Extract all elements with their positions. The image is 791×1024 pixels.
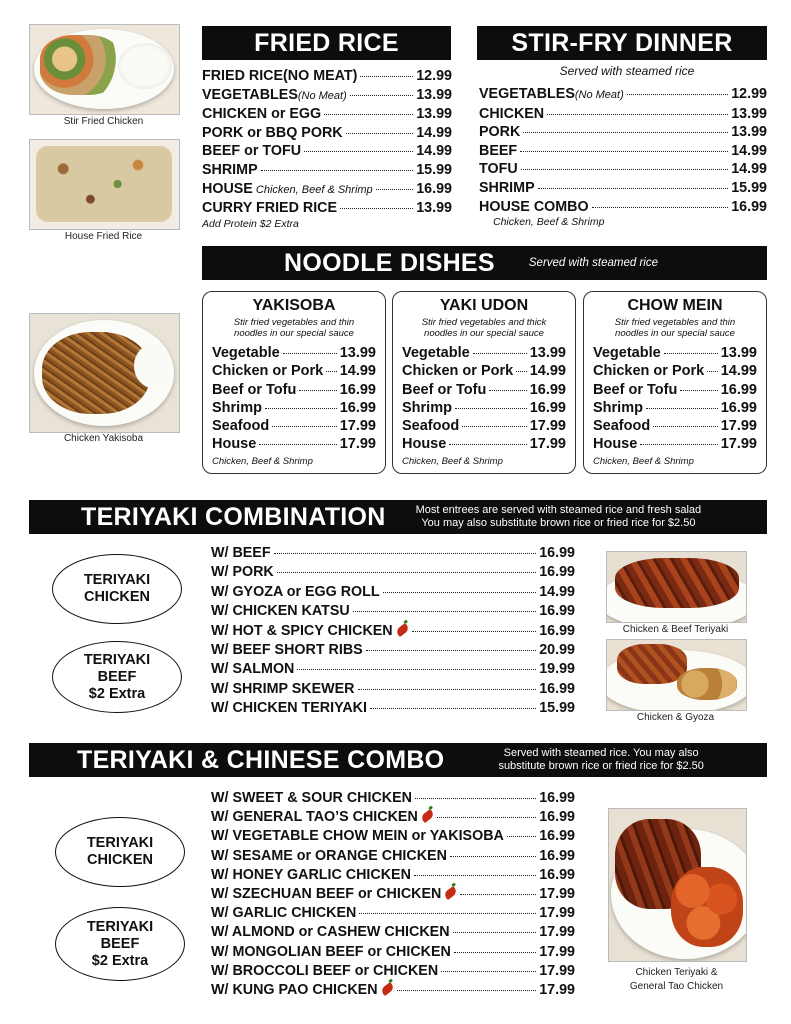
item-name: W/ PORK [211, 564, 274, 581]
fried-rice-item [202, 180, 452, 200]
fried-rice-footnote: Add Protein $2 Extra [202, 217, 299, 230]
teriyaki-combo-item [211, 544, 575, 563]
item-name: W/ SESAME or ORANGE CHICKEN [211, 847, 447, 864]
fried-rice-list [202, 67, 452, 230]
dot-leader [538, 188, 729, 189]
item-name: W/ HOT & SPICY CHICKEN [211, 622, 409, 641]
dot-leader [664, 353, 718, 354]
teriyaki-combo-header [29, 500, 767, 534]
item-name: Seafood [593, 418, 651, 435]
item-name: VEGETABLES(No Meat) [479, 86, 624, 102]
dot-leader [272, 426, 337, 427]
dot-leader [397, 990, 537, 991]
item-name: W/ SWEET & SOUR CHICKEN [211, 790, 412, 806]
item-name: W/ ALMOND or CASHEW CHICKEN [211, 924, 450, 941]
noodle-item [402, 344, 566, 362]
chinese-combo-item [211, 923, 575, 942]
dot-leader [640, 444, 717, 445]
item-price: 13.99 [529, 345, 566, 361]
chinese-combo-header [29, 743, 767, 777]
noodle-box-items [593, 344, 757, 454]
item-name: Beef or Tofu [212, 381, 297, 398]
chinese-combo-item [211, 885, 575, 904]
item-price: 15.99 [731, 179, 767, 196]
caption-house-fried-rice: House Fried Rice [64, 231, 143, 242]
photo-stir-fried-chicken [29, 24, 180, 115]
chinese-combo-item [211, 866, 575, 885]
noodle-box-chow-mein [583, 291, 767, 474]
item-name: SHRIMP [202, 161, 258, 178]
item-price: 16.99 [529, 399, 566, 416]
stir-fry-item [479, 160, 767, 179]
chinese-combo-item [211, 962, 575, 981]
photo-chicken-beef-teriyaki [606, 551, 747, 623]
item-price: 16.99 [539, 545, 575, 561]
caption-chicken-gyoza: Chicken & Gyoza [636, 712, 715, 723]
teriyaki-combo-item [211, 680, 575, 699]
dot-leader [450, 856, 536, 857]
item-name: Chicken or Pork [402, 363, 514, 380]
item-price: 15.99 [416, 161, 452, 178]
item-name: HOUSE COMBO [479, 198, 589, 215]
item-price: 16.99 [539, 603, 575, 620]
item-price: 17.99 [339, 418, 376, 435]
item-name: W/ KUNG PAO CHICKEN [211, 981, 394, 1000]
item-price: 14.99 [720, 363, 757, 380]
stir-fry-list [479, 85, 767, 228]
chinese-combo-item [211, 808, 575, 827]
item-price: 16.99 [720, 381, 757, 398]
noodle-box-footnote: Chicken, Beef & Shrimp [212, 456, 313, 467]
photo-chicken-yakisoba [29, 313, 180, 433]
noodle-item [212, 344, 376, 362]
dot-leader [646, 408, 718, 409]
item-name: W/ SALMON [211, 661, 295, 678]
item-price: 16.99 [339, 399, 376, 416]
item-name: CHICKEN or EGG [202, 106, 322, 123]
item-name: CURRY FRIED RICE [202, 200, 338, 217]
item-price: 16.99 [539, 809, 575, 826]
chinese-combo-item [211, 981, 575, 1000]
item-name: W/ BROCCOLI BEEF or CHICKEN [211, 962, 439, 979]
item-name: Seafood [402, 418, 460, 435]
item-name: Beef or Tofu [402, 381, 487, 398]
dot-leader [653, 426, 718, 427]
caption-chicken-yakisoba: Chicken Yakisoba [63, 433, 144, 444]
teriyaki-combo-item [211, 699, 575, 718]
teriyaki-combo-item [211, 602, 575, 621]
item-name: W/ CHICKEN TERIYAKI [211, 700, 367, 717]
item-price: 14.99 [339, 363, 376, 380]
noodle-item [593, 399, 757, 417]
item-price: 14.99 [416, 124, 452, 141]
item-price: 17.99 [529, 418, 566, 435]
item-price: 17.99 [539, 886, 575, 903]
dot-leader [324, 114, 413, 115]
item-price: 16.99 [539, 564, 575, 581]
fried-rice-item [202, 142, 452, 161]
item-name: VEGETABLES(No Meat) [202, 86, 347, 103]
dot-leader [507, 836, 536, 837]
noodle-item [212, 417, 376, 435]
teriyaki-combo-list [211, 544, 575, 719]
item-name: Vegetable [402, 345, 470, 361]
dot-leader [340, 208, 413, 209]
dot-leader [277, 572, 536, 573]
item-name: House [212, 436, 257, 453]
stir-fry-item [479, 142, 767, 161]
stir-fry-item [479, 179, 767, 198]
stir-fry-item [479, 123, 767, 142]
dot-leader [473, 353, 527, 354]
noodle-box-footnote: Chicken, Beef & Shrimp [593, 456, 694, 467]
item-name: Shrimp [212, 399, 262, 416]
teriyaki-combo-item [211, 622, 575, 641]
photo-house-fried-rice [29, 139, 180, 230]
noodle-item [402, 381, 566, 399]
dot-leader [521, 169, 729, 170]
noodle-note: Served with steamed rice [528, 257, 658, 269]
item-price: 16.99 [539, 622, 575, 639]
item-price: 16.99 [720, 399, 757, 416]
chinese-combo-list [211, 789, 575, 1000]
item-name: Chicken or Pork [593, 363, 705, 380]
item-price: 14.99 [529, 363, 566, 380]
item-price: 13.99 [416, 106, 452, 123]
item-name: W/ BEEF SHORT RIBS [211, 642, 363, 659]
oval-teriyaki-beef-2: TERIYAKI BEEF $2 Extra [55, 907, 185, 981]
teriyaki-combo-item [211, 563, 575, 582]
item-price: 13.99 [339, 345, 376, 361]
item-price: 17.99 [539, 943, 575, 960]
teriyaki-combo-item [211, 641, 575, 660]
item-name: W/ CHICKEN KATSU [211, 603, 350, 620]
photo-chicken-teriyaki-general-tao [608, 808, 747, 962]
dot-leader [462, 426, 527, 427]
dot-leader [304, 151, 413, 152]
item-price: 13.99 [720, 345, 757, 361]
item-price: 17.99 [720, 436, 757, 453]
fried-rice-header [202, 26, 451, 60]
dot-leader [455, 408, 527, 409]
item-name: W/ GYOZA or EGG ROLL [211, 583, 380, 600]
item-price: 14.99 [731, 161, 767, 178]
noodle-box-items [212, 344, 376, 454]
fried-rice-item [202, 161, 452, 180]
fried-rice-item [202, 105, 452, 124]
item-name: HOUSE Chicken, Beef & Shrimp [202, 180, 373, 197]
item-price: 16.99 [539, 828, 575, 845]
item-price: 16.99 [539, 680, 575, 697]
noodle-item [593, 362, 757, 380]
teriyaki-combo-item [211, 583, 575, 602]
item-name: Shrimp [402, 399, 452, 416]
dot-leader [358, 689, 537, 690]
item-name: Vegetable [593, 345, 661, 361]
item-name: Vegetable [212, 345, 280, 361]
item-name: W/ SZECHUAN BEEF or CHICKEN [211, 885, 457, 904]
item-price: 17.99 [720, 418, 757, 435]
item-price: 14.99 [416, 143, 452, 160]
item-price: 16.99 [529, 381, 566, 398]
item-name: TOFU [479, 161, 518, 178]
noodle-box-footnote: Chicken, Beef & Shrimp [402, 456, 503, 467]
item-price: 17.99 [539, 905, 575, 922]
oval-teriyaki-chicken-2: TERIYAKI CHICKEN [55, 817, 185, 887]
item-price: 15.99 [539, 700, 575, 717]
fried-rice-item [202, 199, 452, 218]
teriyaki-combo-title: TERIYAKI COMBINATION [81, 502, 386, 531]
noodle-item [212, 435, 376, 453]
noodle-box-title: CHOW MEIN [627, 297, 723, 314]
item-name: PORK or BBQ PORK [202, 124, 343, 141]
item-name: House [593, 436, 638, 453]
chinese-combo-item [211, 847, 575, 866]
noodle-item [593, 435, 757, 453]
chili-pepper-icon [443, 886, 458, 900]
item-name: CHICKEN [479, 105, 545, 122]
oval-teriyaki-beef-1: TERIYAKI BEEF $2 Extra [52, 641, 182, 713]
noodle-item [402, 435, 566, 453]
chinese-combo-item [211, 827, 575, 846]
dot-leader [283, 353, 337, 354]
chili-pepper-icon [395, 622, 410, 636]
noodle-box-title: YAKI UDON [439, 297, 529, 314]
item-name: W/ BEEF [211, 545, 271, 561]
dot-leader [454, 952, 536, 953]
item-price: 16.99 [539, 790, 575, 806]
dot-leader [460, 894, 536, 895]
dot-leader [520, 151, 728, 152]
item-price: 16.99 [539, 866, 575, 883]
item-note: (No Meat) [297, 89, 347, 102]
chili-pepper-icon [420, 809, 435, 823]
item-name: Shrimp [593, 399, 643, 416]
dot-leader [627, 94, 728, 95]
dot-leader [592, 207, 729, 208]
photo-chicken-gyoza [606, 639, 747, 711]
item-price: 16.99 [731, 198, 767, 215]
item-name: Chicken or Pork [212, 363, 324, 380]
noodle-item [212, 381, 376, 399]
item-price: 17.99 [539, 924, 575, 941]
dot-leader [259, 444, 336, 445]
dot-leader [453, 932, 537, 933]
item-name: SHRIMP [479, 179, 535, 196]
dot-leader [346, 133, 414, 134]
dot-leader [353, 611, 536, 612]
caption-chicken-teriyaki-general-tao: Chicken Teriyaki & General Tao Chicken [629, 967, 724, 992]
dot-leader [441, 971, 536, 972]
item-price: 12.99 [731, 86, 767, 102]
dot-leader [437, 817, 536, 818]
item-price: 19.99 [539, 661, 575, 678]
item-price: 17.99 [339, 436, 376, 453]
item-note: Chicken, Beef & Shrimp [252, 183, 373, 196]
noodle-header [202, 246, 767, 280]
noodle-item [402, 417, 566, 435]
item-name: BEEF [479, 142, 518, 159]
item-name: W/ HONEY GARLIC CHICKEN [211, 866, 411, 883]
noodle-item [402, 399, 566, 417]
stir-fry-title: STIR-FRY DINNER [511, 28, 733, 57]
fried-rice-item [202, 67, 452, 86]
noodle-box-description: Stir fried vegetables and thick noodles in our special sauce [421, 317, 547, 339]
item-name: W/ VEGETABLE CHOW MEIN or YAKISOBA [211, 828, 504, 845]
noodle-box-description: Stir fried vegetables and thin noodles in our special sauce [233, 317, 355, 339]
dot-leader [412, 631, 537, 632]
noodle-box-title: YAKISOBA [252, 297, 336, 314]
dot-leader [680, 390, 717, 391]
item-price: 16.99 [539, 847, 575, 864]
teriyaki-combo-item [211, 660, 575, 679]
item-name: W/ GARLIC CHICKEN [211, 905, 357, 922]
item-name: PORK [479, 124, 521, 141]
noodle-item [402, 362, 566, 380]
dot-leader [414, 875, 536, 876]
dot-leader [489, 390, 526, 391]
item-price: 13.99 [416, 86, 452, 103]
dot-leader [261, 170, 414, 171]
dot-leader [370, 708, 536, 709]
item-price: 13.99 [416, 200, 452, 217]
stir-fry-subtitle: Served with steamed rice [559, 64, 695, 78]
item-name: W/ GENERAL TAO’S CHICKEN [211, 808, 434, 827]
item-note: (No Meat) [574, 89, 624, 101]
dot-leader [707, 371, 718, 372]
item-name: House [402, 436, 447, 453]
dot-leader [299, 390, 336, 391]
dot-leader [376, 189, 414, 190]
noodle-item [593, 381, 757, 399]
noodle-item [593, 417, 757, 435]
chinese-combo-item [211, 943, 575, 962]
item-name: W/ MONGOLIAN BEEF or CHICKEN [211, 943, 451, 960]
item-price: 13.99 [731, 124, 767, 141]
fried-rice-item [202, 86, 452, 106]
item-price: 12.99 [416, 68, 452, 84]
item-name: Beef or Tofu [593, 381, 678, 398]
fried-rice-title: FRIED RICE [254, 28, 399, 57]
item-name: FRIED RICE(NO MEAT) [202, 68, 358, 84]
item-name: BEEF or TOFU [202, 143, 302, 160]
dot-leader [547, 114, 728, 115]
noodle-item [212, 399, 376, 417]
item-price: 16.99 [416, 180, 452, 197]
dot-leader [523, 132, 728, 133]
stir-fry-item [479, 198, 767, 217]
fried-rice-item [202, 124, 452, 143]
stir-fry-item [479, 85, 767, 105]
dot-leader [326, 371, 337, 372]
dot-leader [297, 669, 536, 670]
dot-leader [274, 553, 537, 554]
item-price: 20.99 [539, 642, 575, 659]
noodle-item [593, 344, 757, 362]
stir-fry-footnote: Chicken, Beef & Shrimp [493, 216, 605, 229]
item-price: 16.99 [339, 381, 376, 398]
noodle-box-items [402, 344, 566, 454]
item-price: 14.99 [539, 583, 575, 600]
item-name: W/ SHRIMP SKEWER [211, 680, 355, 697]
item-name: Seafood [212, 418, 270, 435]
chili-pepper-icon [379, 982, 394, 996]
dot-leader [360, 76, 413, 77]
caption-chicken-beef-teriyaki: Chicken & Beef Teriyaki [622, 624, 729, 635]
dot-leader [350, 95, 413, 96]
item-price: 13.99 [731, 105, 767, 122]
dot-leader [516, 371, 527, 372]
item-price: 14.99 [731, 142, 767, 159]
noodle-item [212, 362, 376, 380]
item-price: 17.99 [539, 982, 575, 999]
chinese-combo-item [211, 789, 575, 808]
noodle-title: NOODLE DISHES [284, 248, 495, 277]
stir-fry-item [479, 105, 767, 124]
item-price: 17.99 [529, 436, 566, 453]
chinese-combo-title: TERIYAKI & CHINESE COMBO [77, 745, 445, 774]
dot-leader [366, 650, 537, 651]
dot-leader [359, 913, 536, 914]
dot-leader [265, 408, 337, 409]
stir-fry-header [477, 26, 767, 60]
item-price: 17.99 [539, 962, 575, 979]
dot-leader [383, 592, 537, 593]
chinese-combo-note: Served with steamed rice. You may also substitute brown rice or fried rice for $2.50 [498, 747, 704, 772]
noodle-box-yakisoba [202, 291, 386, 474]
noodle-box-yaki-udon [392, 291, 576, 474]
teriyaki-combo-note: Most entrees are served with steamed rice and fresh salad You may also substitute brown rice or fried rice for $2.50 [415, 504, 702, 529]
caption-stir-fried-chicken: Stir Fried Chicken [63, 116, 144, 127]
noodle-box-description: Stir fried vegetables and thin noodles in our special sauce [614, 317, 736, 339]
dot-leader [415, 798, 536, 799]
dot-leader [449, 444, 526, 445]
oval-teriyaki-chicken-1: TERIYAKI CHICKEN [52, 554, 182, 624]
chinese-combo-item [211, 904, 575, 923]
